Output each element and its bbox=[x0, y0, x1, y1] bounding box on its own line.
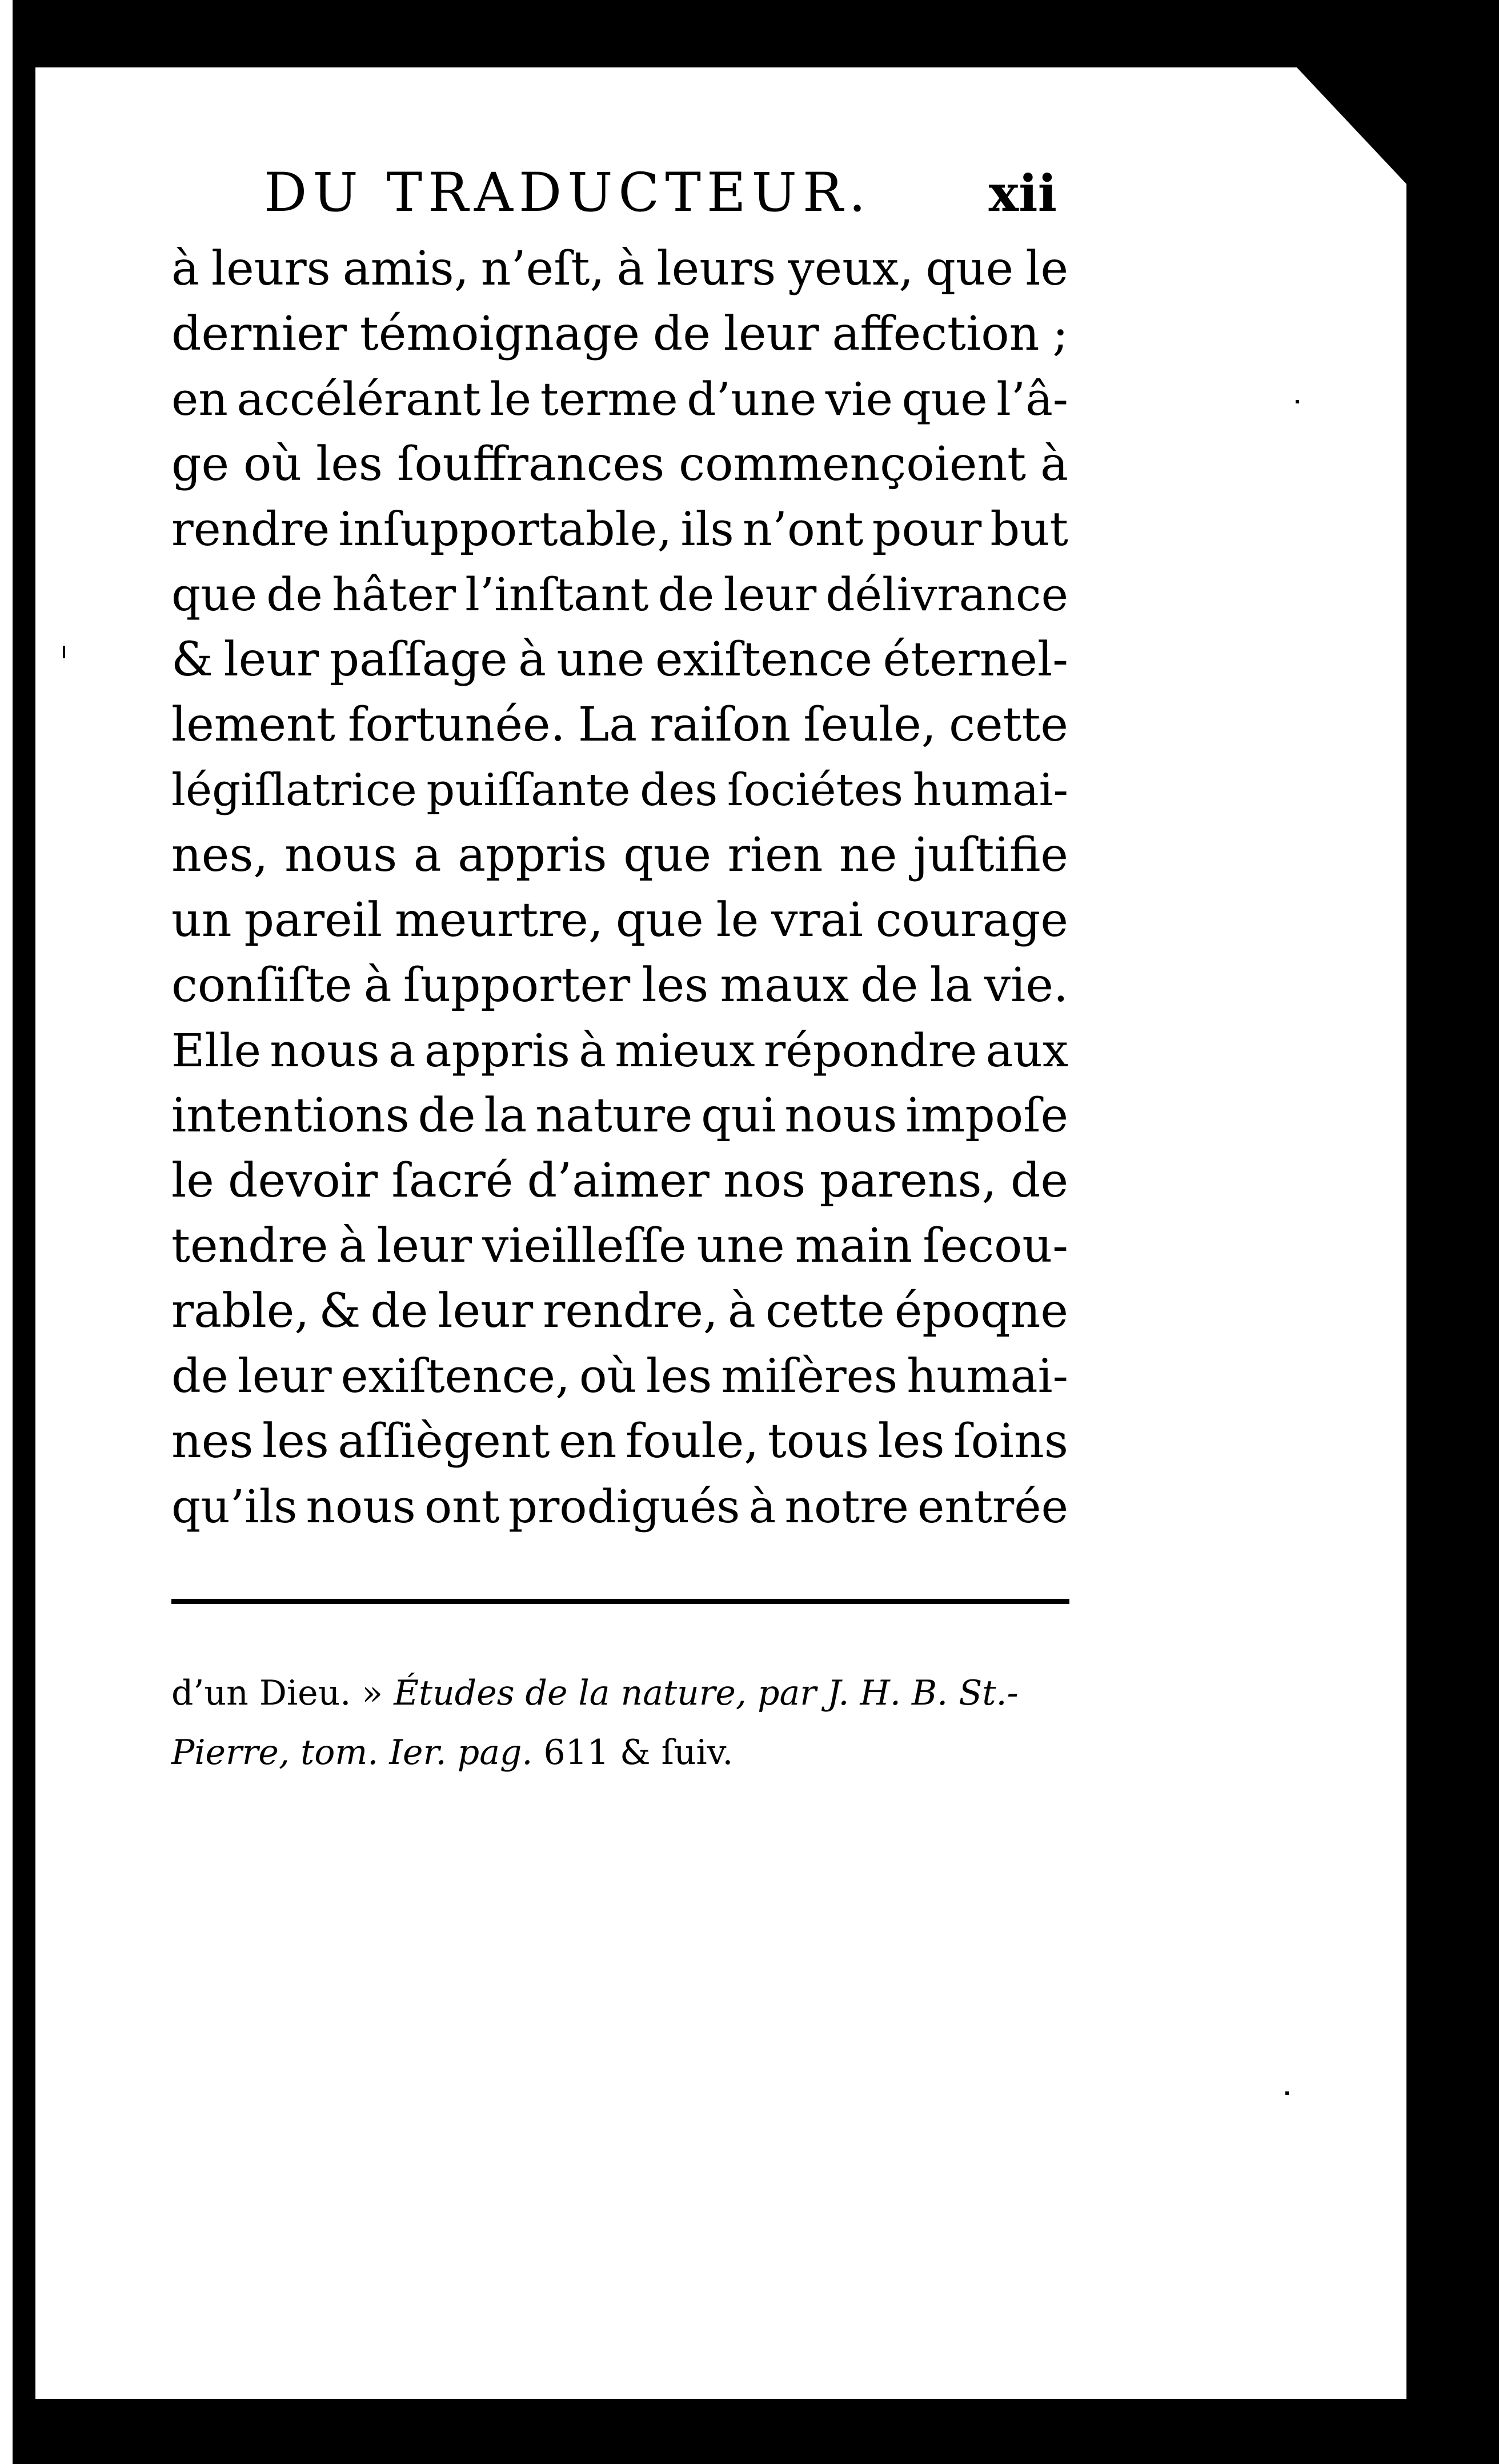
text-line bbox=[171, 1474, 1068, 1539]
word: n’eſt, bbox=[480, 242, 605, 296]
word: à bbox=[1040, 437, 1068, 491]
word: ils bbox=[680, 503, 734, 557]
word: conſiſte bbox=[171, 958, 352, 1013]
word: nous bbox=[784, 1089, 897, 1143]
word: qui bbox=[701, 1089, 776, 1143]
word: leur bbox=[438, 1284, 534, 1338]
word: meurtre, bbox=[394, 893, 603, 947]
running-head-title: DU TRADUCTEUR. bbox=[264, 162, 872, 224]
word: que bbox=[623, 828, 712, 882]
word: appris bbox=[458, 828, 607, 882]
word: n’ont bbox=[743, 503, 864, 557]
text-line bbox=[171, 1279, 1068, 1344]
body-text bbox=[171, 237, 1068, 1539]
word: témoignage bbox=[359, 307, 640, 361]
word: aſſiègent bbox=[338, 1414, 550, 1469]
word: courage bbox=[875, 893, 1068, 947]
word: époqne bbox=[894, 1284, 1068, 1338]
word: en bbox=[559, 1414, 617, 1469]
word: cette bbox=[765, 1284, 885, 1338]
word: rable, bbox=[171, 1284, 310, 1338]
word: où bbox=[243, 437, 302, 491]
word: rendre, bbox=[543, 1284, 718, 1338]
word: le bbox=[1025, 242, 1068, 296]
word: de bbox=[266, 568, 323, 621]
word: exiſtence, bbox=[340, 1350, 570, 1403]
footnote-rule bbox=[171, 1599, 1069, 1604]
word: que bbox=[925, 242, 1014, 296]
word: que bbox=[615, 893, 704, 947]
word: les bbox=[316, 437, 383, 491]
scan-speck bbox=[1436, 1543, 1440, 1646]
scan-speck bbox=[1440, 857, 1443, 949]
word: à bbox=[518, 633, 546, 687]
footnote-citation: Études de la nature, par J. H. B. St.- bbox=[394, 1673, 1019, 1713]
text-line bbox=[171, 953, 1068, 1018]
word: ſupporter bbox=[403, 958, 631, 1013]
word: maux bbox=[720, 958, 849, 1013]
word: affection bbox=[832, 307, 1040, 361]
word: ſouffrances bbox=[396, 437, 665, 491]
word: nos bbox=[723, 1154, 806, 1208]
word: à bbox=[727, 1284, 756, 1338]
word: & bbox=[319, 1284, 361, 1338]
word: la bbox=[484, 1089, 527, 1143]
scan-speck bbox=[1434, 1886, 1438, 2023]
word: impoſe bbox=[905, 1089, 1068, 1143]
word: à bbox=[616, 242, 645, 296]
word: nous bbox=[270, 1024, 380, 1077]
word: de bbox=[171, 1350, 229, 1403]
word: les bbox=[877, 1414, 945, 1469]
word: de bbox=[860, 958, 919, 1013]
word: foule, bbox=[625, 1414, 759, 1469]
word: vrai bbox=[771, 893, 863, 947]
word: leurs bbox=[211, 242, 331, 296]
word: vieilleſſe bbox=[482, 1219, 687, 1273]
word: nes, bbox=[171, 828, 268, 882]
word: les bbox=[262, 1414, 329, 1469]
text-line bbox=[171, 1018, 1068, 1083]
word: devoir bbox=[228, 1154, 378, 1208]
word: d’aimer bbox=[527, 1154, 710, 1208]
word: ge bbox=[171, 437, 230, 491]
word: & bbox=[171, 633, 213, 687]
scan-speck bbox=[1433, 1200, 1437, 1326]
text-line bbox=[171, 1344, 1068, 1409]
word: lement bbox=[171, 698, 335, 752]
word: l’â- bbox=[996, 373, 1068, 426]
word: à bbox=[171, 242, 199, 296]
word: cette bbox=[949, 698, 1068, 752]
text-line bbox=[171, 1083, 1068, 1149]
word: les bbox=[646, 1350, 712, 1403]
word: pour bbox=[872, 503, 982, 557]
word: pareil bbox=[244, 893, 383, 947]
word: leur bbox=[376, 1219, 472, 1273]
text-line bbox=[171, 888, 1068, 953]
word: prodigués bbox=[508, 1480, 740, 1533]
word: yeux, bbox=[788, 242, 914, 296]
footnote-text: d’un Dieu. » bbox=[171, 1673, 394, 1713]
word: éternel- bbox=[883, 633, 1068, 687]
word: ſociétes bbox=[727, 765, 904, 816]
word: leur bbox=[723, 568, 817, 621]
text-line bbox=[171, 497, 1068, 562]
text-line bbox=[171, 302, 1068, 367]
word: vie bbox=[825, 373, 893, 426]
word: répondre bbox=[764, 1024, 977, 1077]
word: ſeule, bbox=[803, 698, 936, 752]
text-line bbox=[171, 1214, 1068, 1279]
word: fortunée. bbox=[348, 698, 566, 752]
word: notre bbox=[784, 1480, 909, 1533]
word: entrée bbox=[917, 1480, 1068, 1533]
word: terme bbox=[540, 373, 678, 426]
footnote-line bbox=[171, 1723, 1068, 1782]
word: à bbox=[579, 1024, 606, 1077]
scan-speck bbox=[1435, 514, 1440, 583]
word: ne bbox=[839, 828, 897, 882]
word: une bbox=[556, 633, 645, 687]
footnote-citation: Pierre, tom. Ier. pag. bbox=[171, 1733, 533, 1773]
footnote-line bbox=[171, 1663, 1068, 1723]
word: le bbox=[716, 893, 759, 947]
text-line bbox=[171, 1149, 1068, 1214]
word: ſecou- bbox=[923, 1219, 1068, 1273]
text-line bbox=[171, 758, 1068, 823]
word: humai- bbox=[907, 1350, 1068, 1403]
word: amis, bbox=[342, 242, 469, 296]
text-line bbox=[171, 693, 1068, 758]
word: qu’ils bbox=[171, 1480, 298, 1533]
word: de bbox=[1010, 1154, 1068, 1208]
scan-speck bbox=[1285, 2091, 1289, 2095]
word: leurs bbox=[656, 242, 776, 296]
word: commençoient bbox=[679, 437, 1027, 491]
word: juſtifie bbox=[913, 828, 1068, 882]
word: à bbox=[338, 1219, 367, 1273]
word: de bbox=[370, 1284, 428, 1338]
word: une bbox=[696, 1219, 785, 1273]
page-number: xii bbox=[988, 163, 1057, 223]
text-line bbox=[171, 432, 1068, 497]
word: ont bbox=[424, 1480, 500, 1533]
word: l’inſtant bbox=[465, 568, 649, 621]
scan-speck bbox=[63, 646, 65, 658]
word: en bbox=[171, 373, 228, 426]
word: la bbox=[929, 958, 973, 1013]
word: où bbox=[579, 1350, 637, 1403]
running-head bbox=[171, 159, 1068, 250]
word: des bbox=[640, 765, 718, 816]
word: hâter bbox=[332, 568, 456, 621]
word: a bbox=[413, 828, 442, 882]
word: de bbox=[652, 307, 711, 361]
word: leur bbox=[237, 1350, 332, 1403]
word: accélérant bbox=[237, 373, 481, 426]
word: de bbox=[658, 568, 715, 621]
footnote bbox=[171, 1663, 1068, 1782]
word: a bbox=[388, 1024, 416, 1077]
book-gutter-shadow bbox=[13, 0, 35, 2464]
word: leur bbox=[223, 633, 319, 687]
word: paſſage bbox=[329, 633, 508, 687]
word: La bbox=[578, 698, 638, 752]
word: ; bbox=[1052, 307, 1068, 361]
word: à bbox=[748, 1480, 776, 1533]
word: puiſſante bbox=[426, 765, 631, 816]
word: leur bbox=[723, 307, 819, 361]
word: exiſtence bbox=[655, 633, 873, 687]
text-line bbox=[171, 1409, 1068, 1474]
word: que bbox=[901, 373, 988, 426]
word: d’une bbox=[687, 373, 817, 426]
word: inſupportable, bbox=[338, 503, 672, 557]
word: mieux bbox=[615, 1024, 755, 1077]
word: main bbox=[795, 1219, 913, 1273]
word: Elle bbox=[171, 1024, 261, 1077]
word: rien bbox=[727, 828, 823, 882]
text-line bbox=[171, 367, 1068, 432]
word: les bbox=[642, 958, 709, 1013]
word: ſacré bbox=[391, 1154, 514, 1208]
scan-margin bbox=[0, 0, 13, 2464]
text-line bbox=[171, 823, 1068, 888]
word: appris bbox=[424, 1024, 570, 1077]
word: rendre bbox=[171, 503, 330, 557]
word: dernier bbox=[171, 307, 347, 361]
word: tendre bbox=[171, 1219, 328, 1273]
scan-speck bbox=[1296, 400, 1299, 403]
word: miſères bbox=[721, 1350, 898, 1403]
page-content bbox=[171, 159, 1068, 1782]
word: le bbox=[171, 1154, 214, 1208]
word: que bbox=[171, 568, 258, 621]
word: nes bbox=[171, 1414, 254, 1469]
word: parens, bbox=[819, 1154, 997, 1208]
word: nature bbox=[535, 1089, 693, 1143]
word: ſoins bbox=[953, 1414, 1068, 1469]
word: tous bbox=[767, 1414, 869, 1469]
word: de bbox=[418, 1089, 476, 1143]
word: humai- bbox=[912, 765, 1068, 816]
word: nous bbox=[284, 828, 398, 882]
word: intentions bbox=[171, 1089, 410, 1143]
word: à bbox=[363, 958, 392, 1013]
text-line bbox=[171, 562, 1068, 627]
word: délivrance bbox=[825, 568, 1068, 621]
word: un bbox=[171, 893, 232, 947]
text-line bbox=[171, 627, 1068, 693]
footnote-text: 611 & ſuiv. bbox=[532, 1733, 734, 1773]
word: légiſlatrice bbox=[171, 765, 417, 816]
word: raiſon bbox=[650, 698, 791, 752]
word: but bbox=[990, 503, 1068, 557]
word: le bbox=[490, 373, 532, 426]
word: aux bbox=[985, 1024, 1068, 1077]
word: nous bbox=[306, 1480, 416, 1533]
word: vie. bbox=[984, 958, 1068, 1013]
